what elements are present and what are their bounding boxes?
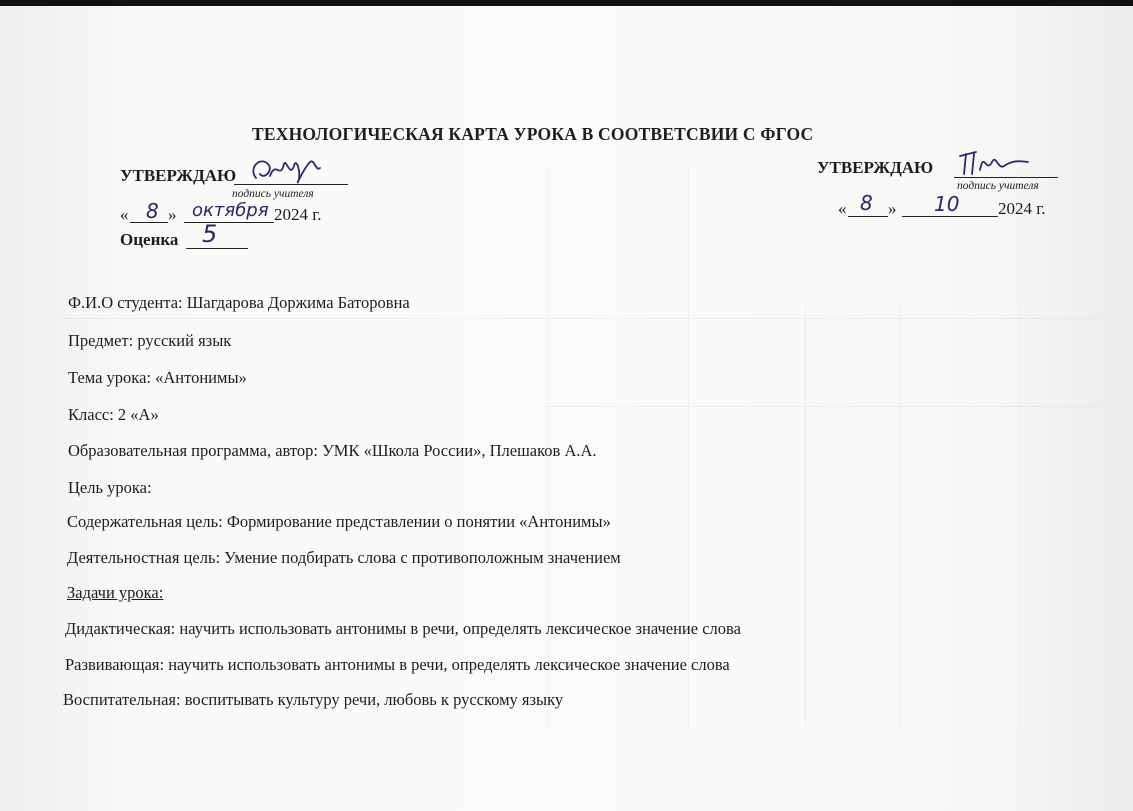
teacher-signature-right [954, 140, 1034, 180]
educational-task-line: Воспитательная: воспитывать культуру речи, любовь к русскому языку [63, 690, 564, 709]
date-left-month: октября [192, 200, 269, 221]
didactic-task-line: Дидактическая: научить использовать антонимы в речи, определять лексическое значение слова [65, 619, 741, 638]
signature-caption-right: подпись учителя [957, 180, 1039, 192]
date-right-open: « [838, 199, 847, 218]
developmental-task-line: Развивающая: научить использовать антонимы в речи, определять лексическое значение слова [65, 655, 730, 674]
approve-right-label: УТВЕРЖДАЮ [817, 158, 934, 177]
date-right-day: 8 [860, 191, 873, 215]
signature-caption-left: подпись учителя [232, 188, 314, 200]
student-name-line: Ф.И.О студента: Шагдарова Доржима Баторовна [68, 293, 410, 312]
date-right-sep: » [888, 199, 897, 218]
activity-goal-line: Деятельностная цель: Умение подбирать слова с противоположным значением [67, 548, 621, 567]
date-left-day: 8 [146, 199, 159, 223]
document-title: ТЕХНОЛОГИЧЕСКАЯ КАРТА УРОКА В СООТВЕТСВИИ С ФГОС [252, 124, 814, 144]
date-left-open: « [120, 205, 129, 224]
date-left-year: 2024 г. [274, 205, 322, 224]
grade-label: Оценка [120, 230, 179, 249]
class-line: Класс: 2 «А» [68, 405, 159, 424]
lesson-topic-line: Тема урока: «Антонимы» [68, 368, 247, 387]
approve-left-label: УТВЕРЖДАЮ [120, 166, 237, 185]
content-goal-line: Содержательная цель: Формирование представлении о понятии «Антонимы» [67, 512, 611, 531]
date-right-year: 2024 г. [998, 199, 1046, 218]
date-right-month: 10 [934, 192, 960, 216]
lesson-goal-heading: Цель урока: [68, 478, 152, 497]
lesson-tasks-heading: Задачи урока: [67, 583, 164, 602]
grade-value: 5 [202, 220, 218, 248]
date-left-sep: » [168, 205, 177, 224]
subject-line: Предмет: русский язык [68, 331, 232, 350]
teacher-signature-left [246, 150, 330, 190]
program-line: Образовательная программа, автор: УМК «Школа России», Плешаков А.А. [68, 441, 597, 460]
